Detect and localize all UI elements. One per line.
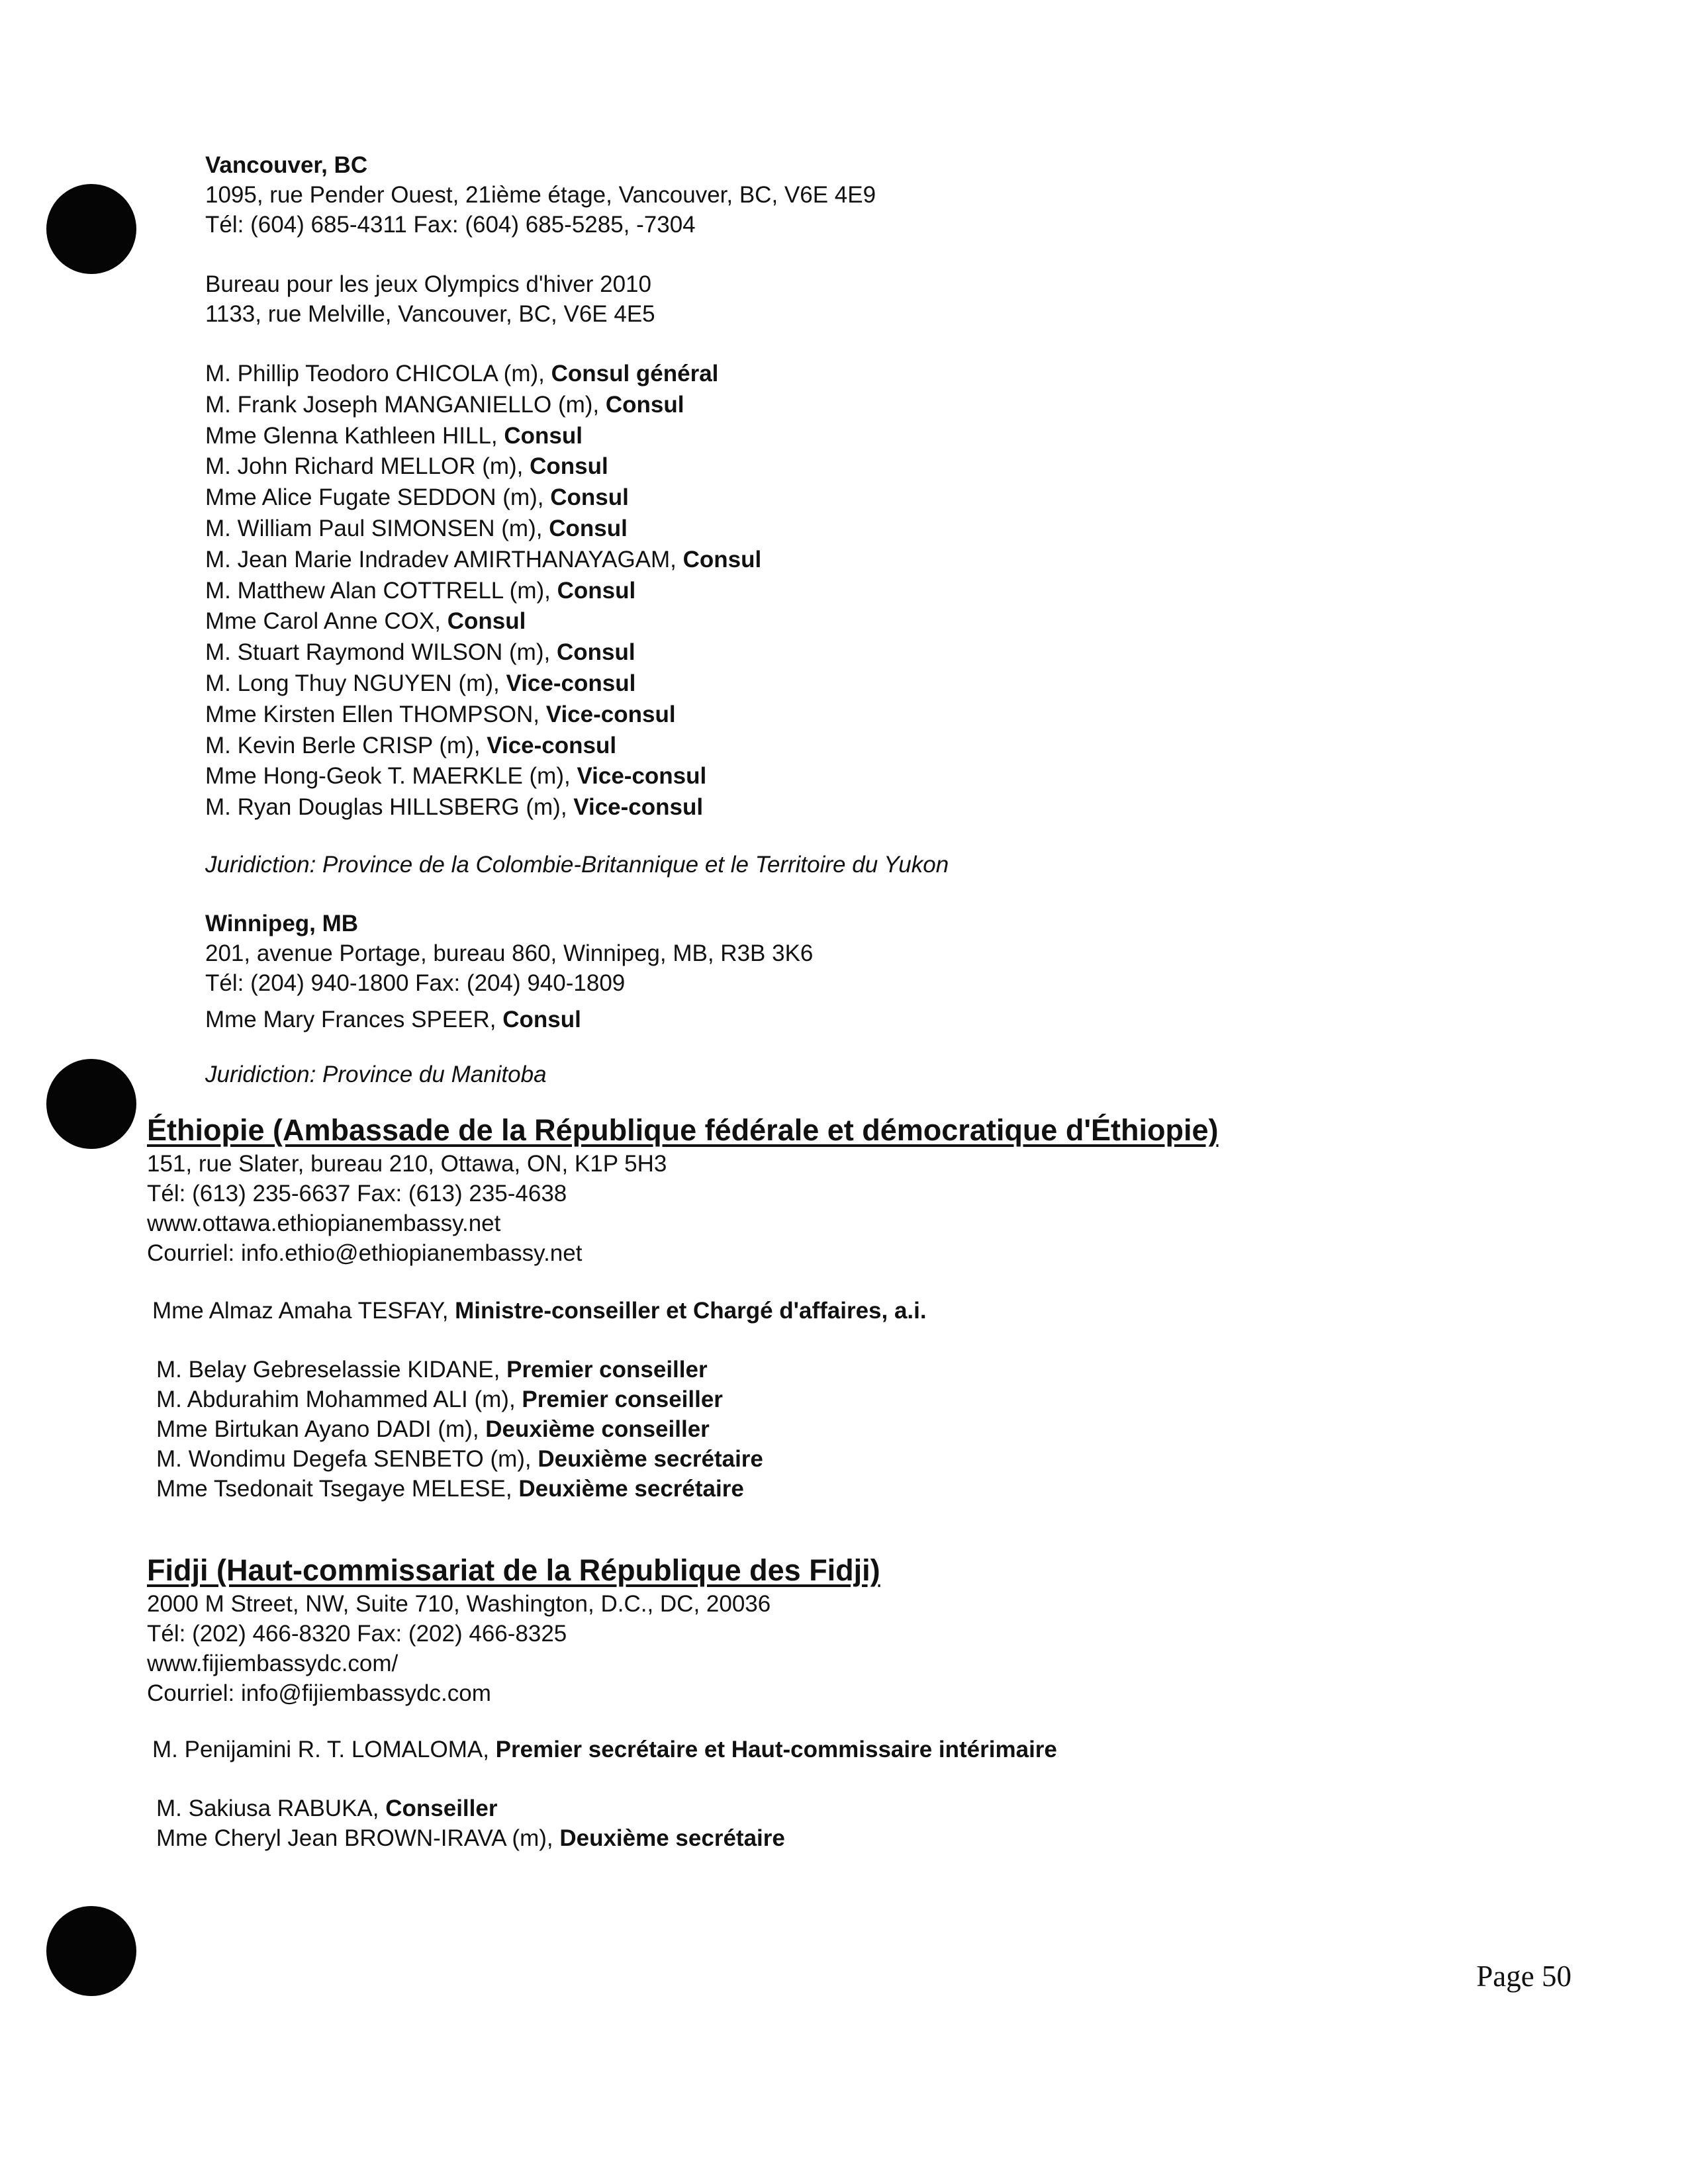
address: 151, rue Slater, bureau 210, Ottawa, ON, K1P 5H3: [147, 1151, 667, 1177]
staff-entry: Mme Tsedonait Tsegaye MELESE, Deuxième secrétaire: [156, 1476, 744, 1502]
head-of-mission: Mme Almaz Amaha TESFAY, Ministre-conseiller et Chargé d'affaires, a.i.: [152, 1298, 927, 1324]
ethiopia-section: [147, 1112, 1219, 1504]
city-heading: Vancouver, BC: [205, 152, 368, 178]
staff-entry: Mme Hong-Geok T. MAERKLE (m), Vice-consul: [205, 763, 707, 790]
staff-entry: Mme Cheryl Jean BROWN-IRAVA (m), Deuxième secrétaire: [156, 1825, 785, 1851]
staff-entry: M. William Paul SIMONSEN (m), Consul: [205, 515, 628, 541]
website: www.fijiembassydc.com/: [147, 1651, 399, 1676]
staff-entry: M. Frank Joseph MANGANIELLO (m), Consul: [205, 391, 684, 418]
staff-entry: M. Long Thuy NGUYEN (m), Vice-consul: [205, 670, 636, 696]
binder-hole: [46, 1059, 136, 1149]
binder-hole: [46, 1906, 136, 1996]
bureau-address: 1133, rue Melville, Vancouver, BC, V6E 4E5: [205, 301, 655, 327]
bureau-name: Bureau pour les jeux Olympics d'hiver 2010: [205, 271, 651, 297]
vancouver-section: [205, 150, 949, 880]
fiji-section: [147, 1552, 1057, 1853]
staff-entry: M. Matthew Alan COTTRELL (m), Consul: [205, 577, 636, 604]
staff-list: [147, 1794, 1057, 1853]
staff-list: [205, 359, 949, 823]
page-number: Page 50: [1476, 1960, 1571, 1993]
address: 201, avenue Portage, bureau 860, Winnipeg, MB, R3B 3K6: [205, 940, 814, 966]
city-heading: Winnipeg, MB: [205, 911, 359, 936]
staff-entry: M. Sakiusa RABUKA, Conseiller: [156, 1796, 498, 1821]
staff-entry: M. John Richard MELLOR (m), Consul: [205, 453, 608, 480]
jurisdiction: Juridiction: Province du Manitoba: [205, 1062, 547, 1087]
phone-fax: Tél: (202) 466-8320 Fax: (202) 466-8325: [147, 1621, 567, 1647]
country-title: Éthiopie (Ambassade de la République fédérale et démocratique d'Éthiopie): [147, 1113, 1219, 1147]
staff-list: [205, 1005, 813, 1034]
olympic-bureau: [205, 269, 949, 329]
staff-entry: Mme Mary Frances SPEER, Consul: [205, 1007, 581, 1032]
address: 2000 M Street, NW, Suite 710, Washington, D.C., DC, 20036: [147, 1591, 771, 1617]
binder-hole: [46, 184, 136, 274]
staff-entry: M. Belay Gebreselassie KIDANE, Premier conseiller: [156, 1357, 708, 1383]
staff-entry: M. Abdurahim Mohammed ALI (m), Premier conseiller: [156, 1387, 723, 1412]
email: Courriel: info@fijiembassydc.com: [147, 1680, 491, 1706]
staff-list: [147, 1355, 1219, 1504]
jurisdiction: Juridiction: Province de la Colombie-Britannique et le Territoire du Yukon: [205, 851, 949, 878]
staff-entry: Mme Kirsten Ellen THOMPSON, Vice-consul: [205, 701, 676, 727]
staff-entry: M. Jean Marie Indradev AMIRTHANAYAGAM, Consul: [205, 546, 762, 572]
staff-entry: Mme Alice Fugate SEDDON (m), Consul: [205, 484, 629, 511]
head-of-mission: M. Penijamini R. T. LOMALOMA, Premier secrétaire et Haut-commissaire intérimaire: [152, 1737, 1057, 1762]
phone-fax: Tél: (613) 235-6637 Fax: (613) 235-4638: [147, 1181, 567, 1206]
email: Courriel: info.ethio@ethiopianembassy.net: [147, 1240, 583, 1266]
staff-entry: Mme Carol Anne COX, Consul: [205, 608, 526, 635]
winnipeg-section: [205, 909, 813, 1089]
staff-entry: M. Stuart Raymond WILSON (m), Consul: [205, 639, 635, 666]
address: 1095, rue Pender Ouest, 21ième étage, Vancouver, BC, V6E 4E9: [205, 182, 876, 208]
staff-entry: M. Wondimu Degefa SENBETO (m), Deuxième secrétaire: [156, 1446, 763, 1472]
staff-entry: M. Kevin Berle CRISP (m), Vice-consul: [205, 732, 617, 758]
staff-entry: Mme Glenna Kathleen HILL, Consul: [205, 422, 583, 449]
staff-entry: Mme Birtukan Ayano DADI (m), Deuxième conseiller: [156, 1416, 710, 1442]
phone-fax: Tél: (604) 685-4311 Fax: (604) 685-5285, -7304: [205, 212, 696, 238]
staff-entry: M. Ryan Douglas HILLSBERG (m), Vice-consul: [205, 794, 704, 821]
website: www.ottawa.ethiopianembassy.net: [147, 1210, 501, 1236]
country-title: Fidji (Haut-commissariat de la République des Fidji): [147, 1553, 880, 1587]
staff-entry: M. Phillip Teodoro CHICOLA (m), Consul général: [205, 361, 719, 387]
phone-fax: Tél: (204) 940-1800 Fax: (204) 940-1809: [205, 970, 626, 996]
